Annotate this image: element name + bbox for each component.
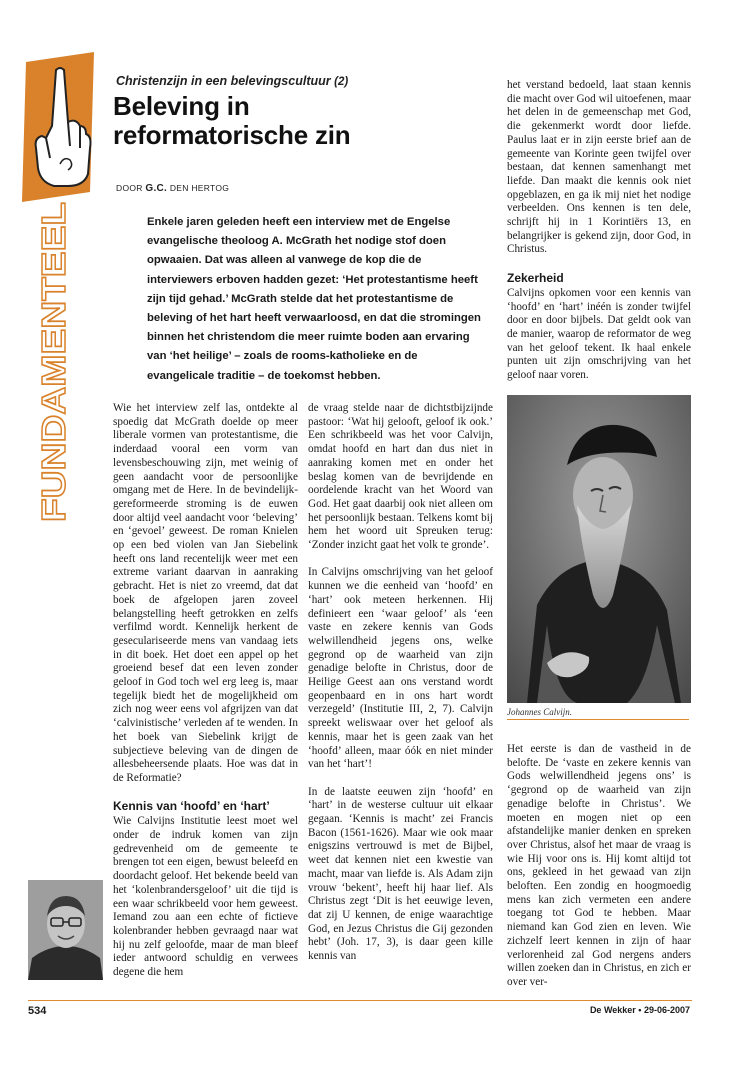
section-tab: [16, 52, 96, 202]
subheading: Zekerheid: [507, 270, 564, 285]
section-label-text: FUNDAMENTEEL: [35, 248, 72, 522]
paragraph: Wie het interview zelf las, ontdekte al spoedig dat McGrath doelde op meer liberale vormen van protestantisme, die inderdaad vooral een vorm van levensbeschouwing zijn, met weinig of geen aandacht voor de persoonlijke omgang met de Here. In de bevindelijk-gereformeerde stroming is de euwen door altijd veel aandacht voor ‘beleving’ en ‘gevoel’ geweest. De roman Knielen op een bed violen van Jan Siebelink heeft ons land recentelijk weer met een extreme variant daarvan in aanraking gebracht. Het is niet zo vreemd, dat dat boek de afgelopen jaren zoveel belangstelling heeft getrokken en zelfs verfilmd wordt. Kennelijk herkent de geseculariseerde mens van vandaag iets in dit boek. Het doet een appel op het groeiend besef dat een leven zonder geloof in God toch wel erg leeg is, maar tegelijk biedt het de mogelijkheid om zich nog weer eens vol afgrijzen van dat ‘calvinistische’ verleden af te wenden. In het boek van Siebelink krijgt de subjectieve beleving van de dingen de allesbeheersende plaats. Hoe was dat in de Reformatie?: [113, 402, 298, 784]
page-number: 534: [28, 1005, 47, 1017]
column-3-bottom: [507, 743, 691, 990]
vertical-section-label: [35, 200, 72, 530]
subheading: Kennis van ‘hoofd’ en ‘hart’: [113, 799, 270, 814]
byline-prefix: DOOR: [116, 183, 143, 193]
paragraph: het verstand bedoeld, laat staan kennis die macht over God wil uitoefenen, maar het delen in de gemeenschap met God, die gekenmerkt wordt door liefde. Paulus laat er in zijn eerste brief aan de gemeente van Korinte geen twijfel over bestaan, dat kennen samenhangt met liefde. Dan maakt die kennis ook niet opgeblazen, en ga ik mij niet het nodige verbeelden. Ons kennen is ten dele, schrijft hij in 1 Korintiërs 13, en belangrijker is gekend zijn, door God, in Christus.: [507, 79, 691, 256]
article-intro: Enkele jaren geleden heeft een interview met de Engelse evangelische theoloog A. McGrath het nodige stof doen opwaaien. Dat was alleen al vanwege de kop die de interviewers erboven hadden gezet: ‘Het protestantisme heeft zijn tijd gehad.’ McGrath stelde dat het protestantisme de beleving of het hart heeft verwaarloosd, en dat die stromingen binnen het christendom die meer ruimte boden aan ervaring van ‘het heilige’ – zoals de rooms-katholieke en de evangelicale traditie – de toekomst hebben.: [147, 216, 481, 382]
paragraph: Wie Calvijns Institutie leest moet wel onder de indruk komen van zijn gedrevenheid om de gemeente te brengen tot een eigen, bewust beleefd en doordacht geloof. Het bekende beeld van het ‘kolenbrandersgeloof’ uit die tijd is een waar schrikbeeld voor hem geweest. Iemand zou aan een echte of fictieve kolenbrander hebben gevraagd naar wat hij nu zelf geloofde, maar de man bleef ieder antwoord schuldig en verwees degene die hem: [113, 815, 298, 979]
paragraph: de vraag stelde naar de dichtstbijzijnde pastoor: ‘Wat hij gelooft, geloof ik ook.’ Een schrikbeeld was het voor Calvijn, omdat hoofd en hart dan dus niet in aanraking komen met en onder het beslag komen van de bevrijdende en oordelende kracht van het Woord van God. Het gaat daarbij ook niet alleen om het persoonlijk bestaan. Telkens komt bij hem het woord uit Spreuken terug: ‘Zonder inzicht gaat het volk te gronde’.: [308, 402, 493, 552]
title-line-2: reformatorische zin: [113, 120, 351, 150]
title-line-1: Beleving in: [113, 91, 250, 121]
author-photo: [28, 880, 103, 980]
paragraph: Het eerste is dan de vastheid in de belofte. De ‘vaste en zekere kennis van Gods welwillendheid jegens ons’ is ‘gegrond op de waarheid van zijn genadige belofte in Christus’. We moeten en mogen niet op een afstandelijke manier denken en spreken over Christus, alsof het maar de vraag is wie Hij voor ons is. Hij komt altijd tot ons, gekleed in het gewaad van zijn beloften. Een zondig en hoogmoedig mens kan zich vermeten een andere toegang tot God te hebben. Maar niemand kan God zien en leven. Wie zichzelf leert kennen in zijn of haar verlorenheid zal God nergens anders willen zoeken dan in Christus, en zich er over ver-: [507, 743, 691, 988]
column-1: [113, 402, 298, 980]
footer-divider: [28, 1000, 692, 1001]
byline-surname: DEN HERTOG: [169, 183, 230, 193]
paragraph: In de laatste eeuwen zijn ‘hoofd’ en ‘hart’ in de westerse cultuur uit elkaar gegaan. ‘Kennis is macht’ zei Francis Bacon (1561-1626). Maar wie ook maar enigszins vertrouwd is met de Bijbel, weet dat kennen niet een kwestie van macht, maar van liefde is. Als Adam zijn vrouw ‘bekent’, heeft hij haar lief. Als Christus zegt ‘Dit is het eeuwige leven, dat zij U kennen, de enige waarachtige God, en Jezus Christus die Gij gezonden hebt’ (Joh. 17, 3), is daar geen kille kennis van: [308, 785, 493, 963]
calvin-portrait: [507, 395, 691, 703]
caption-divider: [507, 719, 689, 720]
kicker-text: Christenzijn in een belevingscultuur: [116, 74, 331, 88]
byline: [116, 183, 229, 194]
byline-author: G.C.: [145, 183, 168, 194]
column-3-top: [507, 79, 691, 383]
paragraph: Calvijns opkomen voor een kennis van ‘hoofd’ en ‘hart’ inéén is zonder twijfel door en door bijbels. Dat geldt ook van de manier, waarop de reformator de weg van het geloof tekent. Ik haal enkele punten uit zijn omschrijving van het geloof naar voren.: [507, 286, 691, 382]
column-2: [308, 402, 493, 964]
portrait-caption: Johannes Calvijn.: [507, 707, 572, 717]
series-kicker: [116, 74, 348, 88]
publication-info: De Wekker • 29-06-2007: [589, 1005, 690, 1015]
paragraph: In Calvijns omschrijving van het geloof kunnen we die eenheid van ‘hoofd’ en ‘hart’ ook meteen herkennen. Hij definieert een ‘waar geloof’ als ‘een vaste en zekere kennis van Gods welwillendheid jegens ons, welke gegrond op de waarheid van zijn genadige belofte in Christus, door de Heilige Geest aan ons verstand wordt geopenbaard en in ons hart wordt verzegeld’ (Institutie III, 2, 7). Calvijn spreekt weliswaar over het geloof als kennis, maar het is geen zaak van het ‘hoofd’ alleen, maar óók en niet minder van het ‘hart’!: [308, 566, 493, 771]
article-title: [113, 92, 493, 150]
kicker-number: (2): [334, 76, 349, 88]
